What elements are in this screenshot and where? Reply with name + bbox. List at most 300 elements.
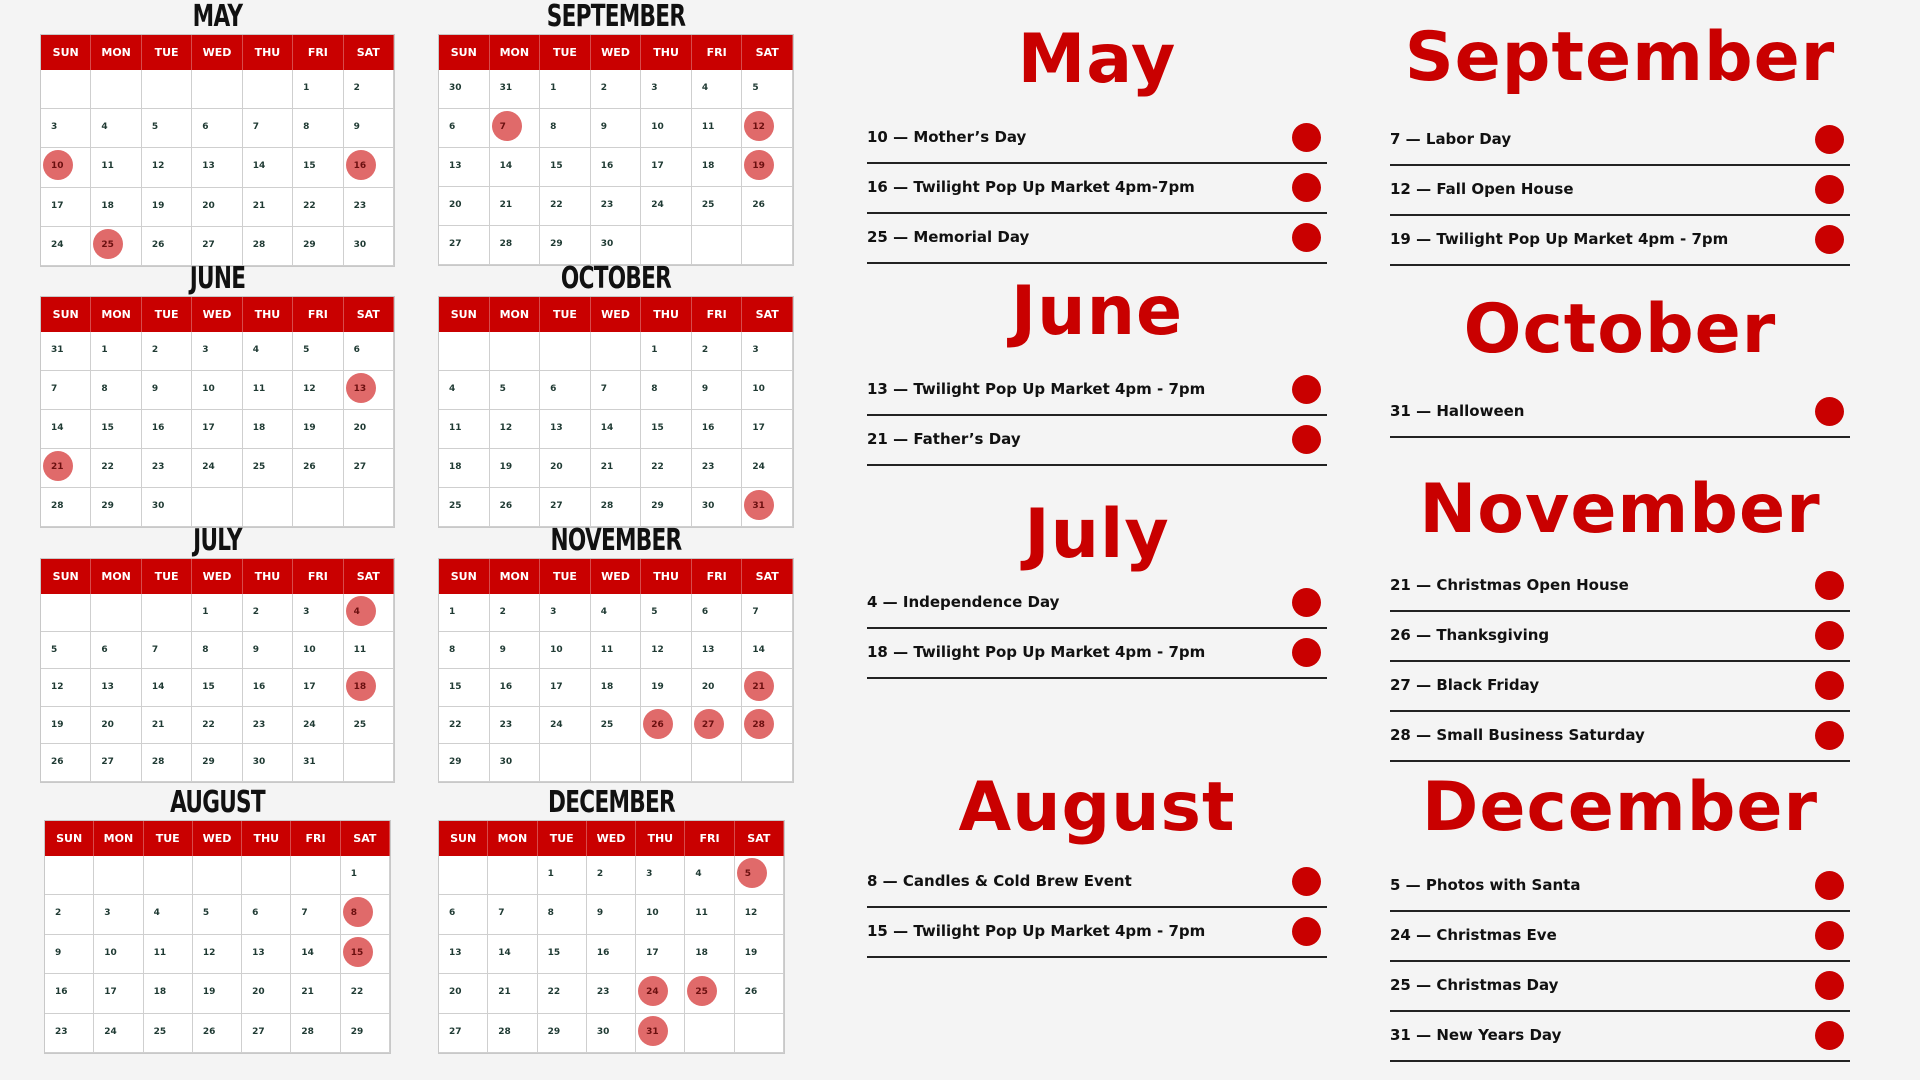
day-number: 17: [51, 200, 64, 211]
day-number: 9: [55, 947, 62, 958]
day-number: 20: [701, 682, 715, 693]
day-number: 23: [252, 719, 266, 730]
day-number: 5: [151, 122, 159, 133]
day-number: 21: [252, 200, 266, 211]
calendar-day: [192, 109, 242, 148]
day-number: 14: [498, 947, 511, 958]
calendar-grid: [40, 34, 395, 267]
calendar-day: [439, 1014, 488, 1053]
day-number: 29: [547, 1026, 561, 1037]
day-number: 18: [449, 462, 462, 472]
day-number: 24: [303, 719, 316, 730]
day-number: 18: [252, 423, 266, 433]
day-number: 19: [499, 462, 513, 472]
calendar-day: [591, 226, 642, 265]
calendar-day: [291, 935, 340, 974]
red-dot-icon: [1292, 223, 1321, 252]
day-number: 8: [550, 122, 557, 132]
day-header: SUN: [45, 821, 94, 856]
event-label: 12 — Fall Open House: [1390, 180, 1574, 198]
day-number: 16: [55, 987, 68, 998]
day-number: 29: [101, 501, 114, 511]
month-heading-october: October: [1463, 290, 1777, 369]
day-header: WED: [192, 35, 242, 70]
calendar-day: [243, 707, 293, 745]
calendar-day: [41, 707, 91, 745]
calendar-day: [91, 332, 141, 371]
calendar-december: [438, 785, 785, 1054]
calendar-day: [538, 1014, 587, 1053]
day-header: MON: [490, 35, 541, 70]
day-number: 22: [547, 987, 561, 998]
day-header: SUN: [41, 559, 91, 594]
day-number: 16: [596, 947, 610, 958]
calendar-day: [490, 449, 541, 488]
day-number: 12: [151, 161, 165, 172]
day-number: 31: [752, 501, 765, 511]
calendar-day: [636, 974, 685, 1013]
calendar-day: [439, 707, 490, 745]
calendar-day: [735, 1014, 784, 1053]
day-number: 21: [498, 987, 511, 998]
calendar-day: [41, 227, 91, 266]
day-number: 27: [550, 501, 563, 511]
calendar-day: [45, 856, 94, 895]
day-header: TUE: [538, 821, 587, 856]
day-header: SUN: [439, 297, 490, 332]
month-heading-december: December: [1421, 768, 1819, 847]
day-header: THU: [243, 35, 293, 70]
calendar-day: [439, 974, 488, 1013]
day-number: 4: [600, 607, 607, 617]
calendar-day: [91, 594, 141, 632]
day-number: 19: [752, 161, 765, 171]
day-number: 12: [303, 384, 316, 394]
calendar-day: [488, 935, 537, 974]
day-header: WED: [591, 559, 642, 594]
event-label: 27 — Black Friday: [1390, 676, 1540, 694]
calendar-day: [641, 109, 692, 148]
day-number: 15: [449, 682, 462, 693]
calendar-day: [293, 371, 343, 410]
calendar-day: [293, 488, 343, 527]
day-number: 16: [701, 423, 715, 433]
calendar-day: [591, 410, 642, 449]
calendar-day: [591, 449, 642, 488]
calendar-day: [344, 744, 394, 782]
day-number: 9: [600, 122, 607, 132]
calendar-day: [692, 632, 743, 670]
day-header: SAT: [341, 821, 390, 856]
calendar-day: [742, 410, 793, 449]
calendar-day: [742, 744, 793, 782]
event-label: 8 — Candles & Cold Brew Event: [867, 872, 1132, 890]
calendar-day: [490, 410, 541, 449]
day-number: 2: [701, 345, 709, 355]
calendar-day: [488, 895, 537, 934]
day-number: 11: [449, 423, 462, 433]
calendar-day: [439, 371, 490, 410]
calendar-day: [344, 669, 394, 707]
day-number: 13: [353, 384, 367, 394]
day-number: 24: [550, 719, 563, 730]
calendar-day: [344, 148, 394, 187]
calendar-day: [439, 632, 490, 670]
day-number: 7: [51, 384, 58, 394]
day-number: 16: [353, 161, 367, 172]
day-number: 19: [303, 423, 316, 433]
day-number: 5: [51, 644, 58, 655]
day-number: 1: [651, 345, 658, 355]
day-number: 6: [202, 122, 209, 133]
calendar-may: [40, 2, 395, 267]
day-number: 14: [151, 682, 165, 693]
day-number: 10: [752, 384, 765, 394]
day-number: 25: [695, 987, 708, 998]
red-dot-icon: [1815, 971, 1844, 1000]
red-dot-icon: [1815, 225, 1844, 254]
calendar-title: JULY: [193, 523, 242, 558]
calendar-day: [692, 109, 743, 148]
calendar-title: NOVEMBER: [550, 523, 682, 558]
day-number: 24: [646, 987, 659, 998]
calendar-day: [142, 371, 192, 410]
calendar-day: [735, 935, 784, 974]
calendar-day: [692, 707, 743, 745]
calendar-day: [142, 632, 192, 670]
day-number: 30: [449, 83, 462, 93]
event-label: 21 — Christmas Open House: [1390, 576, 1629, 594]
day-number: 6: [449, 908, 456, 919]
calendar-day: [591, 70, 642, 109]
event-item: [1390, 116, 1850, 166]
day-header: MON: [91, 297, 141, 332]
calendar-day: [591, 707, 642, 745]
day-number: 19: [151, 200, 165, 211]
day-number: 2: [252, 607, 259, 617]
event-item: [1390, 862, 1850, 912]
calendar-day: [193, 856, 242, 895]
day-number: 10: [104, 947, 117, 958]
calendar-day: [341, 974, 390, 1013]
calendar-day: [439, 332, 490, 371]
day-number: 3: [202, 345, 209, 355]
calendar-august: [44, 785, 391, 1054]
day-number: 27: [202, 239, 215, 250]
day-number: 29: [449, 757, 462, 768]
calendar-day: [591, 632, 642, 670]
calendar-day: [293, 227, 343, 266]
day-header: THU: [641, 35, 692, 70]
calendar-day: [242, 1014, 291, 1053]
day-header: SAT: [344, 35, 394, 70]
calendar-day: [41, 669, 91, 707]
day-number: 18: [600, 682, 614, 693]
day-header: SAT: [344, 297, 394, 332]
event-item: [867, 416, 1327, 466]
calendar-day: [692, 70, 743, 109]
month-heading-may: May: [1017, 20, 1177, 99]
day-number: 21: [752, 682, 765, 693]
calendar-day: [41, 109, 91, 148]
calendar-november: [438, 523, 794, 783]
day-number: 1: [449, 607, 456, 617]
event-item: [867, 629, 1327, 679]
calendar-day: [144, 856, 193, 895]
calendar-day: [242, 856, 291, 895]
red-dot-icon: [1815, 671, 1844, 700]
day-number: 14: [252, 161, 266, 172]
calendar-september: [438, 2, 794, 266]
event-label: 25 — Memorial Day: [867, 228, 1030, 246]
day-number: 25: [701, 200, 715, 210]
day-number: 31: [646, 1026, 659, 1037]
day-header: SAT: [344, 559, 394, 594]
calendar-day: [488, 974, 537, 1013]
calendar-day: [45, 974, 94, 1013]
calendar-day: [692, 187, 743, 226]
day-number: 29: [202, 757, 215, 768]
calendar-day: [142, 227, 192, 266]
calendar-day: [591, 148, 642, 187]
red-dot-icon: [1292, 638, 1321, 667]
calendar-day: [587, 935, 636, 974]
calendar-day: [685, 935, 734, 974]
month-heading-november: November: [1419, 470, 1821, 549]
calendar-day: [142, 707, 192, 745]
month-heading-august: August: [958, 768, 1236, 847]
calendar-day: [490, 744, 541, 782]
calendar-day: [685, 974, 734, 1013]
day-number: 8: [350, 908, 357, 919]
day-header: WED: [192, 559, 242, 594]
day-header: TUE: [142, 559, 192, 594]
calendar-day: [243, 227, 293, 266]
calendar-day: [439, 488, 490, 527]
calendar-day: [91, 410, 141, 449]
day-header: THU: [636, 821, 685, 856]
event-label: 26 — Thanksgiving: [1390, 626, 1550, 644]
day-number: 3: [104, 908, 111, 919]
calendar-day: [540, 187, 591, 226]
day-number: 18: [695, 947, 708, 958]
event-label: 10 — Mother’s Day: [867, 128, 1027, 146]
calendar-day: [142, 594, 192, 632]
calendar-day: [341, 1014, 390, 1053]
event-item: [867, 858, 1327, 908]
day-header: THU: [243, 559, 293, 594]
calendar-day: [192, 188, 242, 227]
event-marker-icon: [737, 858, 767, 888]
event-label: 18 — Twilight Pop Up Market 4pm - 7pm: [867, 643, 1206, 661]
day-header: TUE: [540, 297, 591, 332]
calendar-day: [142, 188, 192, 227]
calendar-day: [742, 488, 793, 527]
calendar-day: [587, 856, 636, 895]
day-number: 10: [550, 644, 563, 655]
calendar-day: [242, 895, 291, 934]
day-number: 14: [51, 423, 64, 433]
day-header: FRI: [685, 821, 734, 856]
day-number: 4: [701, 83, 709, 93]
calendar-june: [40, 261, 395, 528]
calendar-day: [243, 744, 293, 782]
calendar-day: [439, 226, 490, 265]
calendar-day: [142, 109, 192, 148]
day-number: 4: [353, 607, 360, 617]
calendar-day: [243, 669, 293, 707]
calendar-day: [439, 109, 490, 148]
month-heading-july: July: [1024, 495, 1170, 574]
calendar-day: [591, 594, 642, 632]
day-number: 20: [550, 462, 563, 472]
calendar-day: [242, 935, 291, 974]
day-header: FRI: [692, 559, 743, 594]
calendar-day: [742, 632, 793, 670]
calendar-day: [243, 594, 293, 632]
calendar-day: [540, 632, 591, 670]
day-number: 8: [547, 908, 554, 919]
day-number: 9: [499, 644, 506, 655]
day-number: 15: [303, 161, 316, 172]
day-number: 28: [499, 239, 513, 249]
day-header: WED: [192, 297, 242, 332]
calendar-day: [94, 856, 143, 895]
day-number: 29: [651, 501, 664, 511]
calendar-day: [242, 974, 291, 1013]
calendar-day: [742, 109, 793, 148]
day-number: 30: [252, 757, 266, 768]
month-heading-june: June: [1010, 272, 1184, 351]
event-label: 7 — Labor Day: [1390, 130, 1512, 148]
day-number: 26: [202, 1026, 216, 1037]
day-number: 7: [252, 122, 259, 133]
day-number: 5: [303, 345, 310, 355]
calendar-day: [641, 594, 692, 632]
day-number: 11: [695, 908, 708, 919]
calendar-day: [540, 226, 591, 265]
event-item: [1390, 562, 1850, 612]
day-number: 20: [353, 423, 367, 433]
day-header: WED: [591, 297, 642, 332]
calendar-day: [540, 332, 591, 371]
calendar-day: [439, 148, 490, 187]
day-number: 25: [600, 719, 614, 730]
calendar-day: [742, 148, 793, 187]
calendar-day: [243, 449, 293, 488]
day-header: TUE: [144, 821, 193, 856]
calendar-day: [293, 449, 343, 488]
calendar-day: [636, 895, 685, 934]
calendar-day: [538, 856, 587, 895]
calendar-day: [344, 594, 394, 632]
calendar-day: [490, 669, 541, 707]
calendar-day: [41, 744, 91, 782]
day-number: 21: [151, 719, 165, 730]
calendar-day: [490, 148, 541, 187]
red-dot-icon: [1292, 588, 1321, 617]
day-number: 22: [449, 719, 462, 730]
day-number: 15: [101, 423, 114, 433]
calendar-day: [540, 488, 591, 527]
calendar-day: [142, 410, 192, 449]
calendar-day: [685, 895, 734, 934]
day-number: 15: [350, 947, 364, 958]
day-number: 30: [353, 239, 367, 250]
day-header: THU: [243, 297, 293, 332]
day-number: 12: [499, 423, 513, 433]
day-number: 18: [153, 987, 167, 998]
calendar-day: [192, 410, 242, 449]
calendar-day: [144, 895, 193, 934]
calendar-day: [641, 148, 692, 187]
event-item: [1390, 388, 1850, 438]
day-number: 12: [51, 682, 64, 693]
day-number: 14: [600, 423, 614, 433]
day-number: 1: [303, 83, 310, 93]
day-number: 7: [499, 122, 506, 132]
day-number: 8: [202, 644, 209, 655]
day-header: MON: [488, 821, 537, 856]
day-number: 27: [701, 719, 715, 730]
day-header: SUN: [439, 559, 490, 594]
day-number: 19: [744, 947, 758, 958]
day-number: 22: [303, 200, 316, 211]
event-item: [867, 579, 1327, 629]
day-number: 19: [202, 987, 216, 998]
day-number: 31: [51, 345, 64, 355]
day-number: 8: [651, 384, 658, 394]
calendar-day: [192, 371, 242, 410]
day-number: 9: [151, 384, 159, 394]
event-label: 25 — Christmas Day: [1390, 976, 1559, 994]
event-label: 4 — Independence Day: [867, 593, 1060, 611]
day-number: 12: [752, 122, 765, 132]
day-number: 17: [202, 423, 215, 433]
calendar-day: [488, 856, 537, 895]
day-number: 2: [353, 83, 360, 93]
day-header: WED: [591, 35, 642, 70]
day-header: FRI: [692, 297, 743, 332]
calendar-day: [341, 895, 390, 934]
calendar-day: [45, 935, 94, 974]
day-number: 16: [499, 682, 513, 693]
event-label: 21 — Father’s Day: [867, 430, 1021, 448]
day-number: 23: [151, 462, 165, 472]
calendar-day: [742, 187, 793, 226]
day-number: 21: [600, 462, 614, 472]
calendar-grid: [438, 558, 794, 783]
calendar-day: [540, 449, 591, 488]
calendar-day: [742, 594, 793, 632]
day-number: 1: [101, 345, 108, 355]
day-number: 13: [202, 161, 215, 172]
calendar-day: [641, 488, 692, 527]
day-number: 7: [151, 644, 159, 655]
month-heading-september: September: [1404, 18, 1836, 97]
day-number: 16: [151, 423, 165, 433]
day-number: 12: [744, 908, 758, 919]
calendar-day: [192, 707, 242, 745]
event-item: [1390, 166, 1850, 216]
calendar-day: [490, 70, 541, 109]
calendar-day: [91, 632, 141, 670]
day-number: 24: [752, 462, 765, 472]
day-number: 15: [550, 161, 563, 171]
calendar-day: [735, 895, 784, 934]
calendar-day: [490, 226, 541, 265]
day-number: 9: [252, 644, 259, 655]
